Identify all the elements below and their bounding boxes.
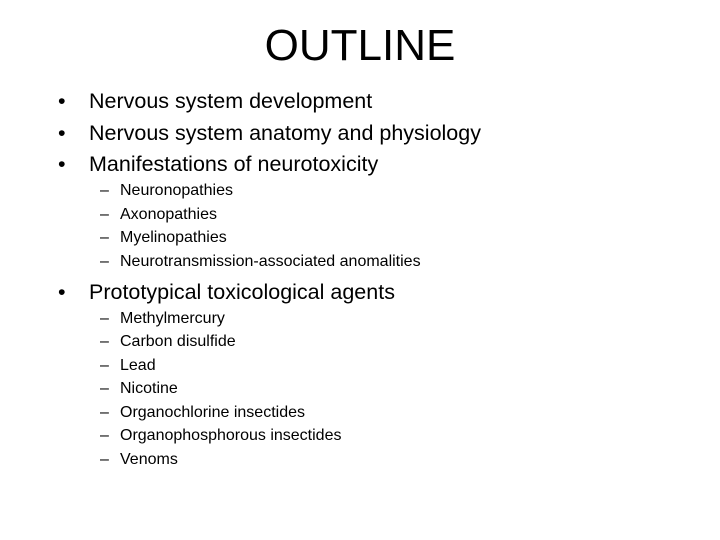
bullet-marker: • xyxy=(58,89,66,113)
sub-bullet-text: Myelinopathies xyxy=(120,229,227,246)
sub-bullet-text: Axonopathies xyxy=(120,206,217,223)
sub-bullet-text: Organophosphorous insectides xyxy=(120,427,342,444)
slide-title: OUTLINE xyxy=(264,21,456,70)
sub-bullet-text: Neuronopathies xyxy=(120,182,233,199)
bullet-marker: • xyxy=(58,121,66,145)
bullet-text: Nervous system anatomy and physiology xyxy=(89,121,481,145)
dash-marker: – xyxy=(100,451,109,468)
dash-marker: – xyxy=(100,380,109,397)
sub-bullet-text: Organochlorine insectides xyxy=(120,404,305,421)
dash-marker: – xyxy=(100,310,109,327)
dash-marker: – xyxy=(100,229,109,246)
dash-marker: – xyxy=(100,357,109,374)
dash-marker: – xyxy=(100,427,109,444)
dash-marker: – xyxy=(100,404,109,421)
dash-marker: – xyxy=(100,253,109,270)
sub-bullet-text: Nicotine xyxy=(120,380,178,397)
sub-bullet-text: Lead xyxy=(120,357,156,374)
bullet-marker: • xyxy=(58,152,66,176)
dash-marker: – xyxy=(100,333,109,350)
bullet-marker: • xyxy=(58,280,66,304)
dash-marker: – xyxy=(100,182,109,199)
bullet-text: Nervous system development xyxy=(89,89,373,113)
sub-bullet-text: Methylmercury xyxy=(120,310,225,327)
bullet-text: Prototypical toxicological agents xyxy=(89,280,395,304)
dash-marker: – xyxy=(100,206,109,223)
sub-bullet-text: Venoms xyxy=(120,451,178,468)
sub-bullet-text: Carbon disulfide xyxy=(120,333,236,350)
bullet-text: Manifestations of neurotoxicity xyxy=(89,152,379,176)
sub-bullet-text: Neurotransmission-associated anomalities xyxy=(120,253,421,270)
